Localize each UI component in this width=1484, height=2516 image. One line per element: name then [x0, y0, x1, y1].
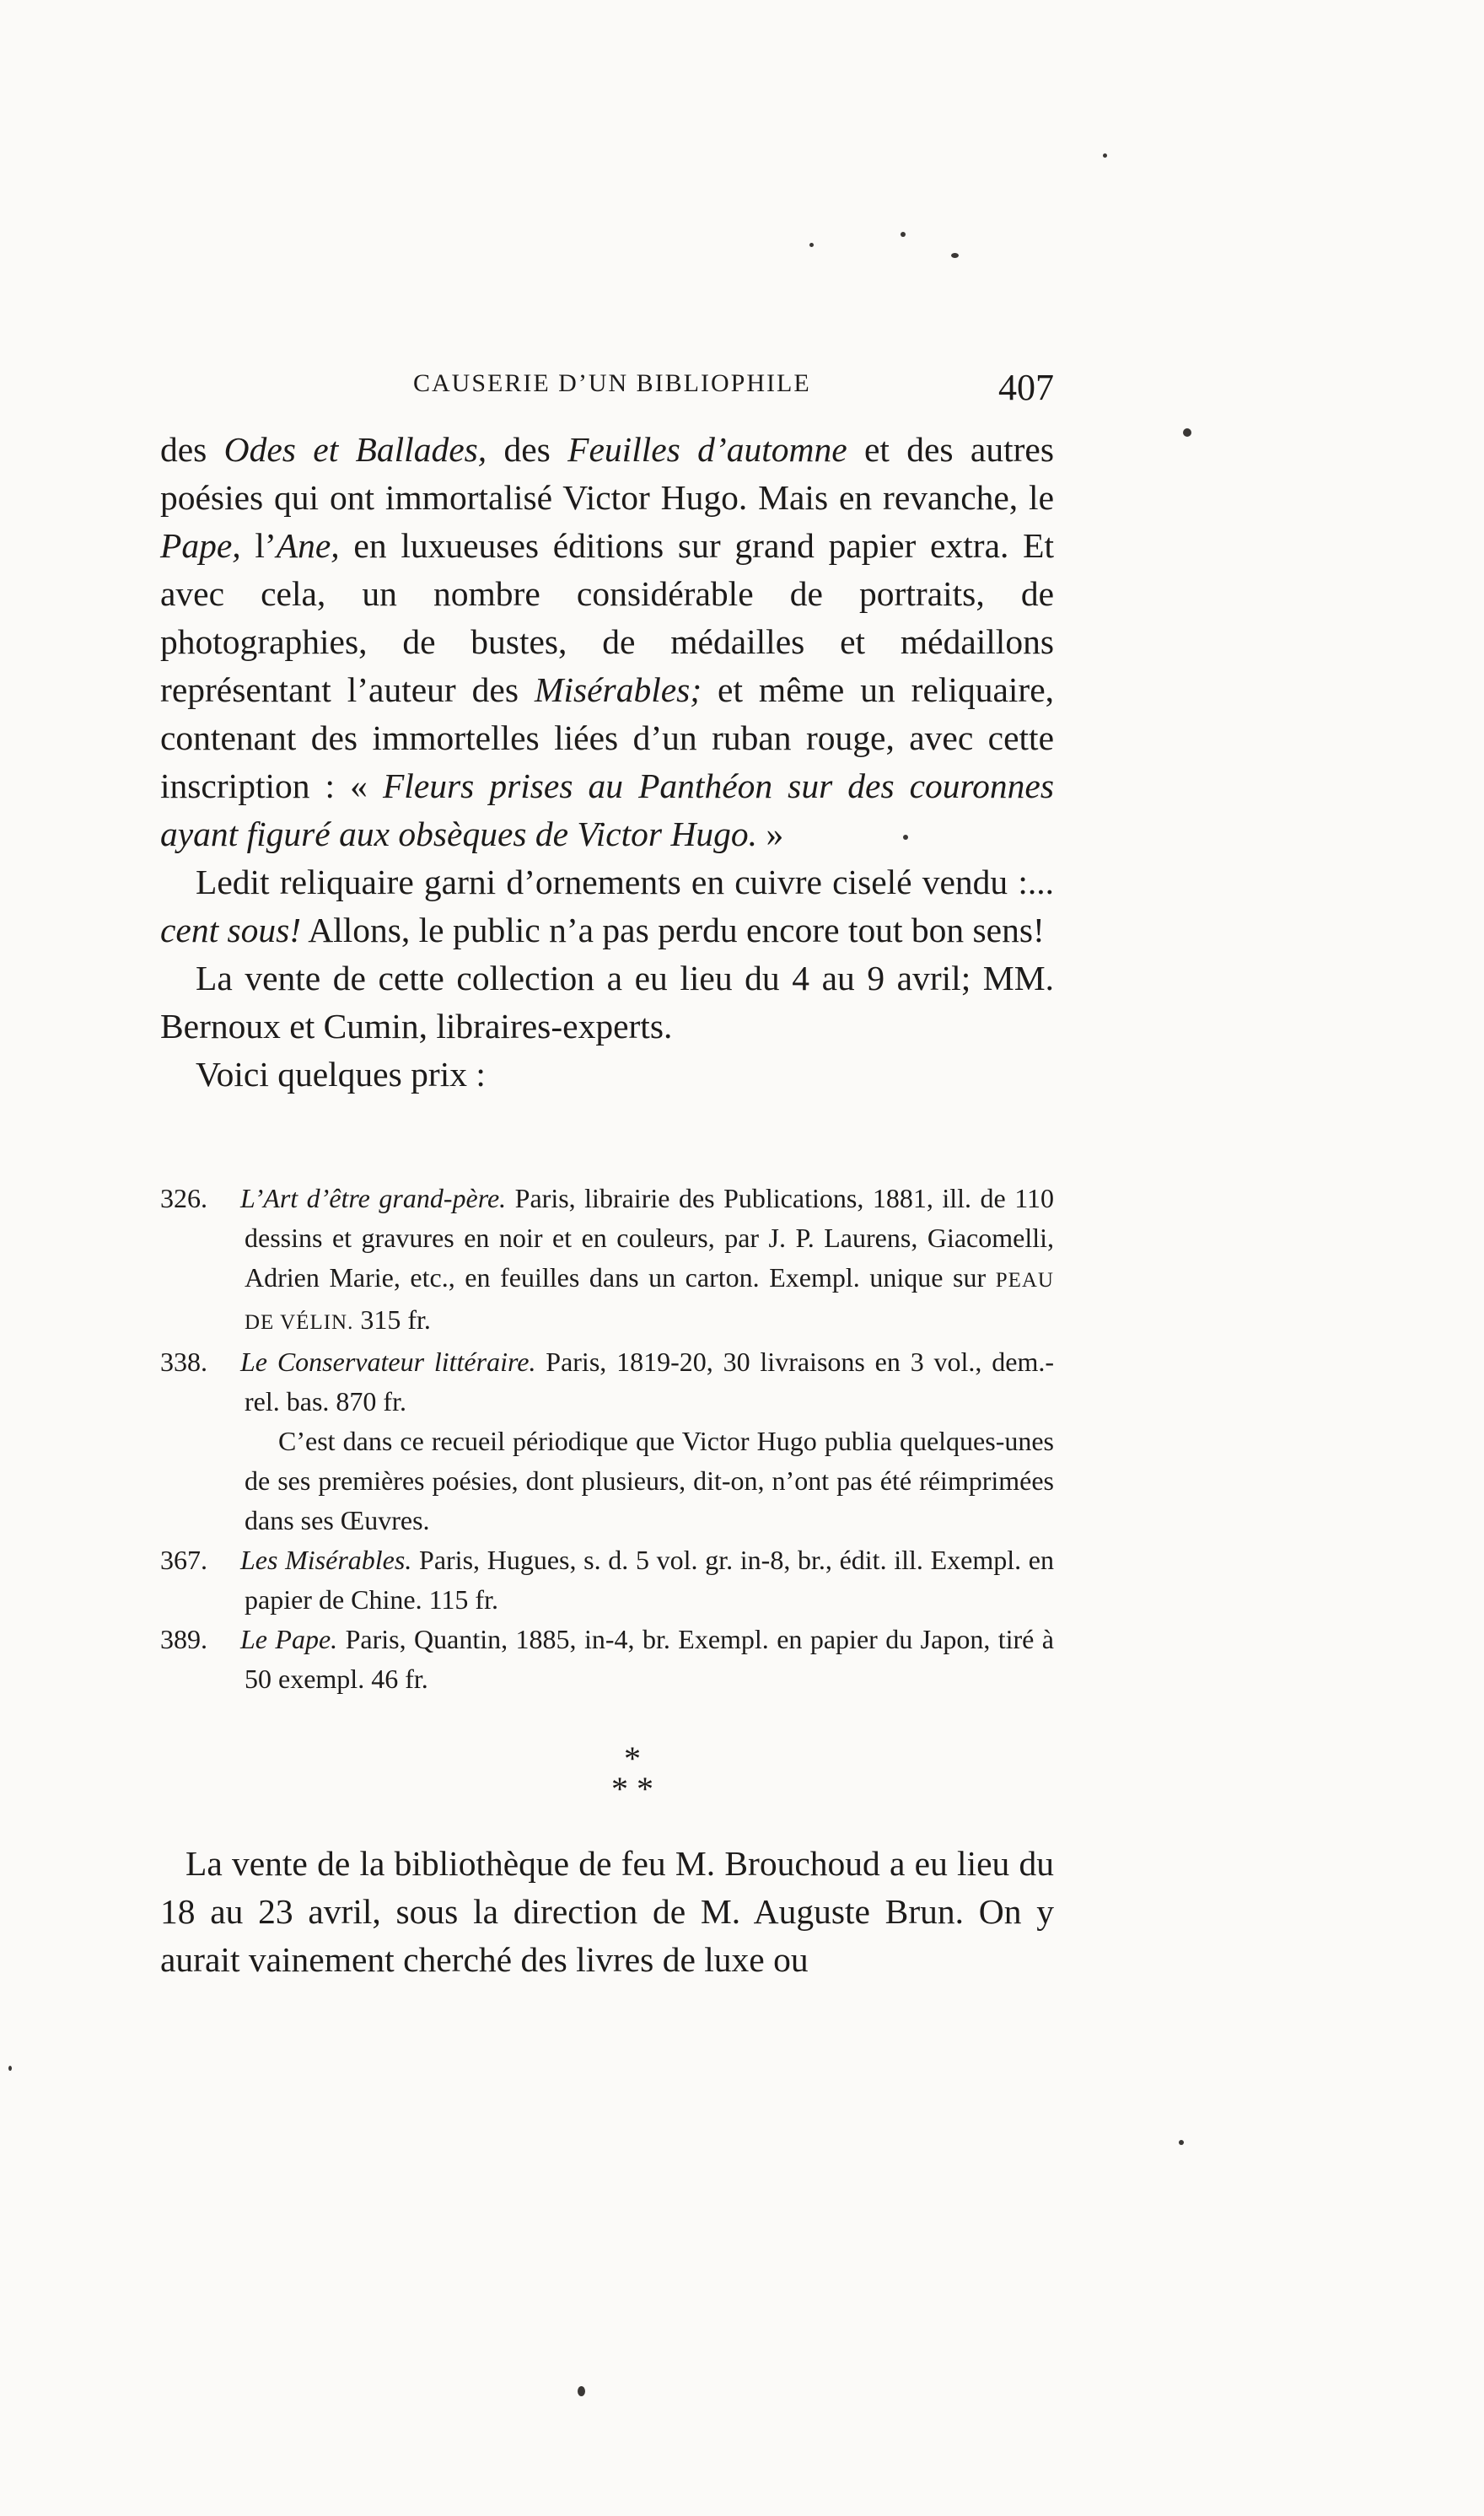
entry-smallcaps: PEAU DE VÉLIN. [245, 1269, 1054, 1334]
text-run: l’ [240, 526, 277, 565]
scan-speck [8, 2066, 12, 2071]
italic-inscription: Fleurs prises au Panthéon sur des couronnes ayant figuré aux obsèques de Victor Hugo. [160, 766, 1054, 853]
scan-speck [1179, 2140, 1184, 2145]
scan-speck [578, 2386, 585, 2396]
final-paragraph: La vente de la bibliothèque de feu M. Brouchoud a eu lieu du 18 au 23 avril, sous la direction de M. Auguste Brun. On y aurait vainement cherché des livres de luxe ou [160, 1844, 1054, 1979]
entry-title: L’Art d’être grand-père. [240, 1183, 507, 1213]
scan-speck [901, 232, 906, 237]
final-paragraph-block [160, 1840, 1054, 1984]
catalogue-entry-367 [160, 1540, 1054, 1620]
paragraph-1 [160, 426, 1054, 858]
text-run: en luxueuses éditions sur grand papier extra. Et avec cela, un nombre considérable de portraits, de photographies, de bustes, de médailles et médaillons représentant l’auteur des [160, 526, 1054, 709]
asterism-bottom: * * [611, 1770, 653, 1808]
catalogue-entry-326 [160, 1179, 1054, 1342]
scan-speck [1103, 153, 1107, 158]
scan-speck [903, 835, 908, 840]
entry-title: Le Pape. [240, 1624, 338, 1654]
paragraph-4: Voici quelques prix : [196, 1055, 486, 1094]
page-number: 407 [998, 367, 1054, 408]
entry-note-338: C’est dans ce recueil périodique que Victor Hugo publia quelques-unes de ses premières poésies, dont plusieurs, dit-on, n’ont pas été réimprimées dans ses Œuvres. [245, 1426, 1054, 1535]
italic-title: Misérables; [534, 670, 702, 709]
scan-speck [951, 253, 959, 258]
italic-title: Pape, [160, 526, 241, 565]
entry-text: Paris, librairie des Publications, 1881, ill. de 110 dessins et gravures en noir et en couleurs, par J. P. Laurens, Giacomelli, Adrien Marie, etc., en feuilles dans un carton. Exempl. unique sur [245, 1183, 1054, 1293]
text-run: Allons, le public n’a pas perdu encore tout bon sens! [301, 911, 1045, 949]
entry-number: 338. [160, 1347, 207, 1377]
text-run: et des autres poésies qui ont immortalisé Victor Hugo. Mais en revanche, le [160, 430, 1054, 517]
text-run: des [487, 430, 568, 469]
catalogue-entry-338 [160, 1342, 1054, 1422]
entry-title: Le Conservateur littéraire. [240, 1347, 536, 1377]
text-run: des [160, 430, 224, 469]
entry-number: 326. [160, 1183, 207, 1213]
entry-title: Les Misérables. [240, 1545, 412, 1575]
entry-text: Paris, Quantin, 1885, in-4, br. Exempl. en papier du Japon, tiré à 50 exempl. 46 fr. [245, 1624, 1055, 1694]
scan-speck [809, 243, 814, 247]
body-text [160, 426, 1054, 1099]
paragraph-2 [160, 858, 1054, 954]
italic-title: Ane, [276, 526, 340, 565]
scan-speck [1183, 428, 1191, 437]
italic-title: Odes et Ballades, [223, 430, 487, 469]
sale-catalogue [160, 1179, 1054, 1699]
running-head: CAUSERIE D’UN BIBLIOPHILE [413, 369, 811, 397]
italic-title: Feuilles d’automne [567, 430, 847, 469]
text-run: » [757, 814, 784, 853]
entry-number: 389. [160, 1624, 207, 1654]
entry-price: 315 fr. [353, 1304, 431, 1335]
catalogue-entry-389 [160, 1620, 1054, 1699]
text-run: et même un reliquaire, contenant des immortelles liées d’un ruban rouge, avec cette inscription : « [160, 670, 1055, 805]
entry-number: 367. [160, 1545, 207, 1575]
asterism-top: * [624, 1739, 641, 1777]
italic-phrase: cent sous! [160, 911, 302, 949]
entry-text: Paris, 1819-20, 30 livraisons en 3 vol., dem.-rel. bas. 870 fr. [245, 1347, 1054, 1417]
entry-text: Paris, Hugues, s. d. 5 vol. gr. in-8, br., édit. ill. Exempl. en papier de Chine. 115 fr. [245, 1545, 1055, 1615]
asterism-divider [582, 1739, 683, 1808]
page-header [160, 366, 1054, 417]
text-run: Ledit reliquaire garni d’ornements en cuivre ciselé vendu :... [196, 863, 1054, 901]
paragraph-3: La vente de cette collection a eu lieu du 4 au 9 avril; MM. Bernoux et Cumin, libraires-experts. [160, 959, 1054, 1046]
